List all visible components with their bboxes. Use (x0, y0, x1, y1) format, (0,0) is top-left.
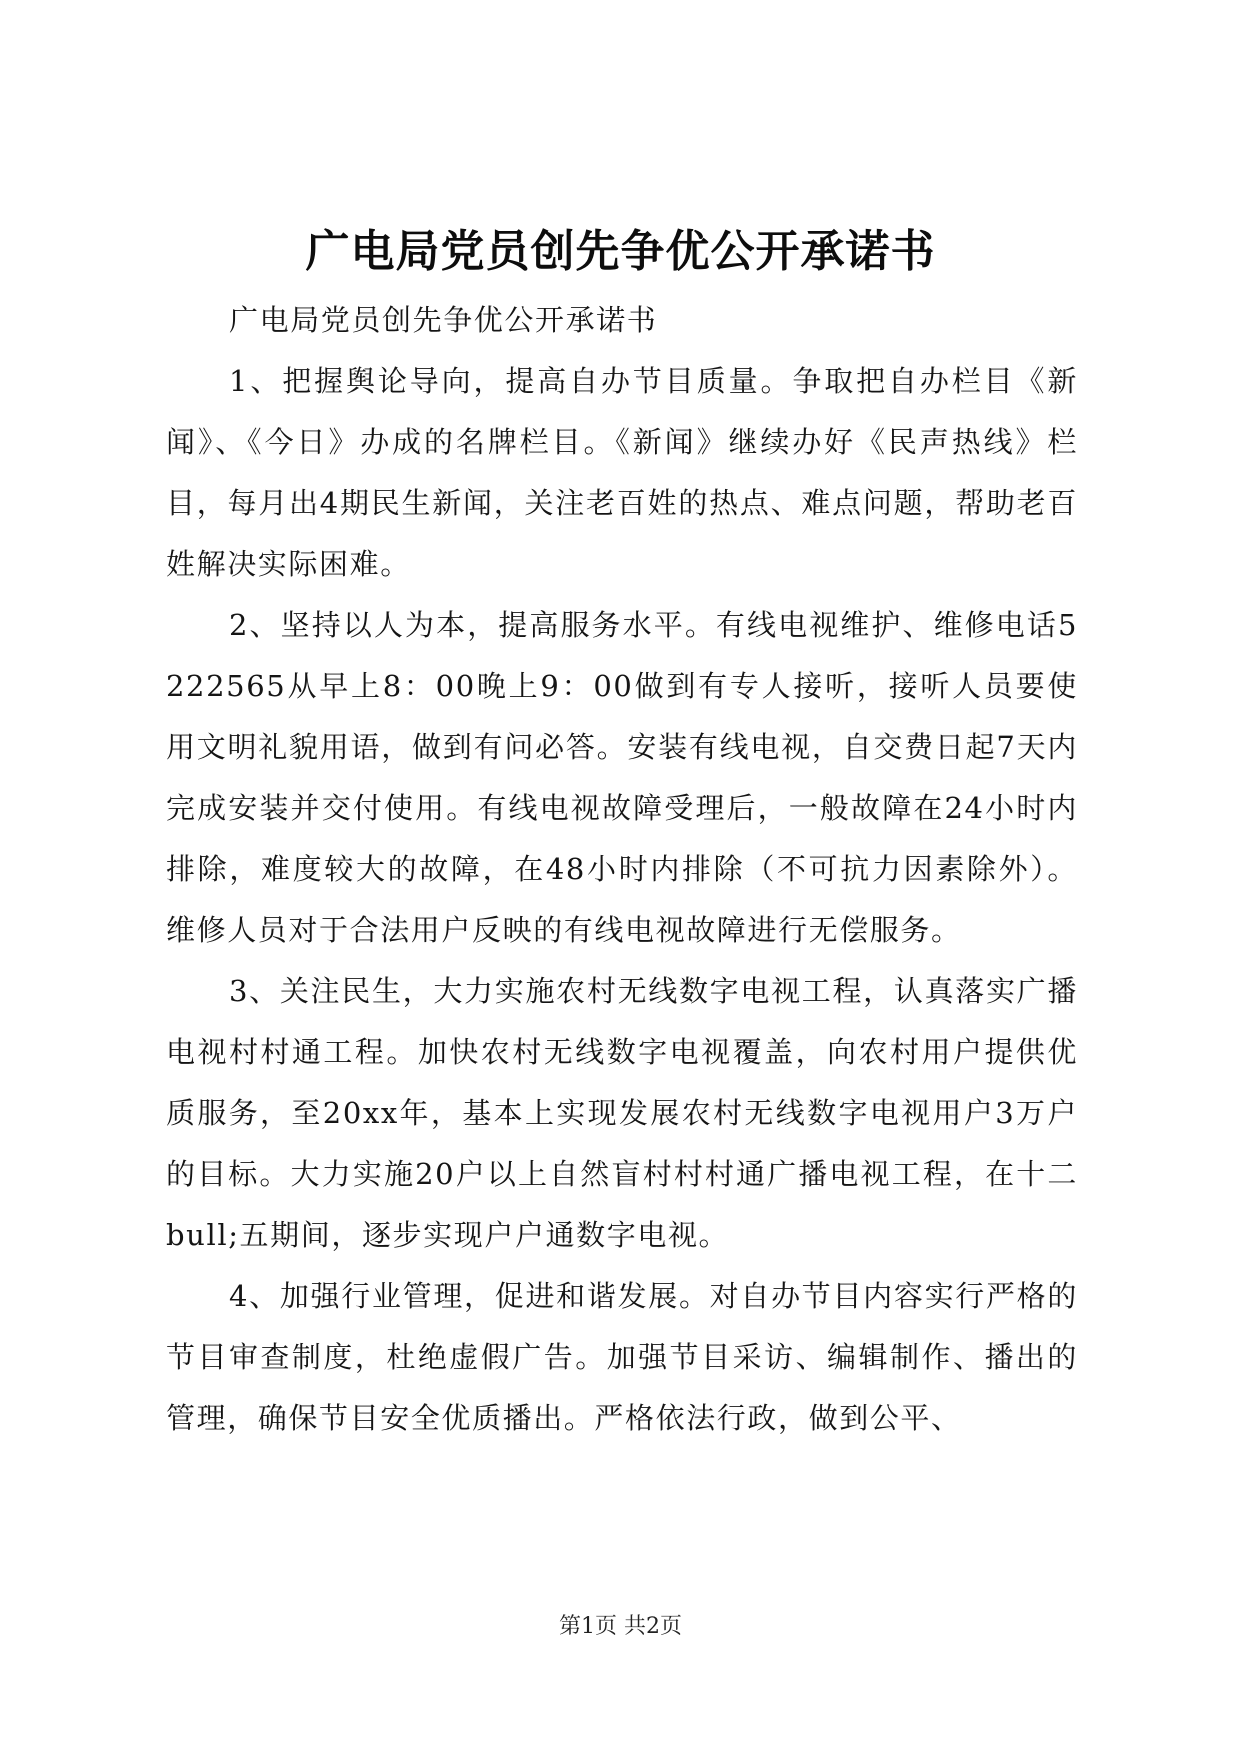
paragraph-item-3: 3、关注民生，大力实施农村无线数字电视工程，认真落实广播电视村村通工程。加快农村无线数字电视覆盖，向农村用户提供优质服务，至20xx年，基本上实现发展农村无线数字电视用户3万户的目标。大力实施20户以上自然盲村村村通广播电视工程，在十二bull;五期间，逐步实现户户通数字电视。 (166, 974, 1078, 1252)
paragraph-item-4: 4、加强行业管理，促进和谐发展。对自办节目内容实行严格的节目审查制度，杜绝虚假广告。加强节目采访、编辑制作、播出的管理，确保节目安全优质播出。严格依法行政，做到公平、 (166, 1279, 1078, 1435)
page-number-footer: 第1页 共2页 (559, 1614, 682, 1639)
paragraph-subtitle: 广电局党员创先争优公开承诺书 (229, 303, 658, 337)
document-title: 广电局党员创先争优公开承诺书 (305, 226, 936, 277)
paragraph-item-1: 1、把握舆论导向，提高自办节目质量。争取把自办栏目《新闻》、《今日》办成的名牌栏目。《新闻》继续办好《民声热线》栏目，每月出4期民生新闻，关注老百姓的热点、难点问题，帮助老百姓解决实际困难。 (166, 364, 1078, 581)
document-body (166, 290, 1078, 1449)
paragraph-item-2: 2、坚持以人为本，提高服务水平。有线电视维护、维修电话5222565从早上8：00晚上9：00做到有专人接听，接听人员要使用文明礼貌用语，做到有问必答。安装有线电视，自交费日起7天内完成安装并交付使用。有线电视故障受理后，一般故障在24小时内排除，难度较大的故障，在48小时内排除（不可抗力因素除外）。维修人员对于合法用户反映的有线电视故障进行无偿服务。 (166, 608, 1078, 947)
